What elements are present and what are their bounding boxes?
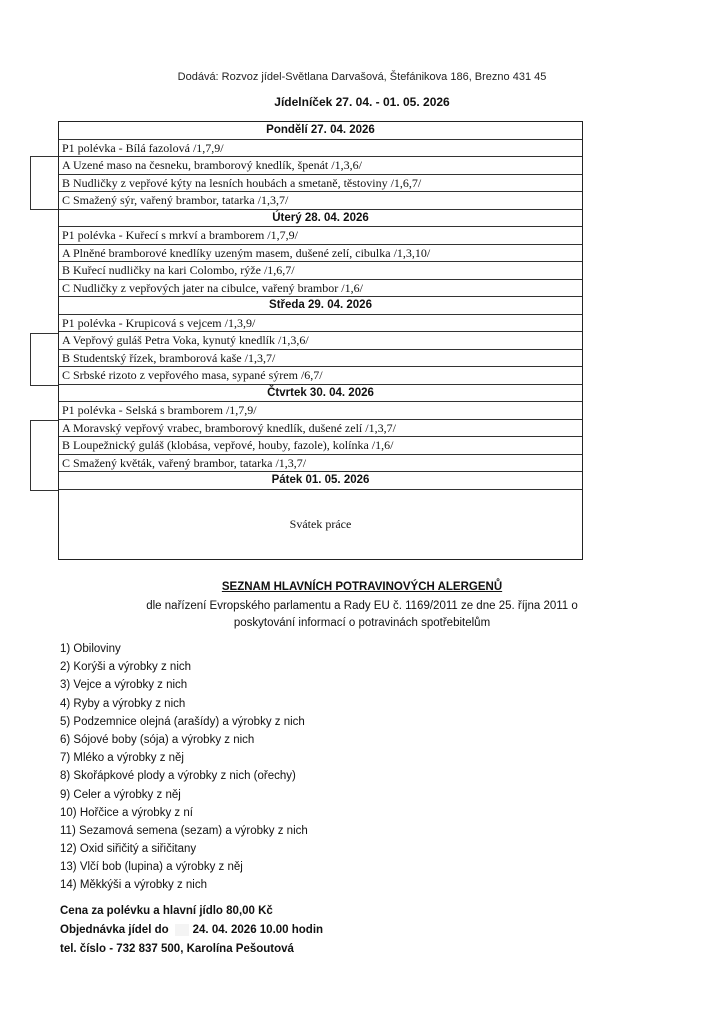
allergen-item: 12) Oxid siřičitý a siřičitany xyxy=(60,843,197,856)
row-marker-line xyxy=(30,209,58,210)
allergen-subtitle-line2: poskytování informací o potravinách spotřebitelům xyxy=(233,617,491,629)
row-marker-edge xyxy=(30,420,31,490)
allergen-heading: SEZNAM HLAVNÍCH POTRAVINOVÝCH ALERGENŮ xyxy=(221,581,503,593)
allergen-item: 11) Sezamová semena (sezam) a výrobky z nich xyxy=(60,824,308,837)
menu-table xyxy=(58,121,583,560)
menu-item: A Uzené maso na česneku, bramborový knedlík, špenát /1,3,6/ xyxy=(59,157,582,175)
menu-item: P1 polévka - Kuřecí s mrkví a bramborem /1,7,9/ xyxy=(59,227,582,245)
menu-item: B Nudličky z vepřové kýty na lesních houbách a smetaně, těstoviny /1,6,7/ xyxy=(59,175,582,193)
row-marker-line xyxy=(30,420,58,421)
menu-item: A Plněné bramborové knedlíky uzeným masem, dušené zelí, cibulka /1,3,10/ xyxy=(59,245,582,263)
menu-item: B Loupežnický guláš (klobása, vepřové, houby, fazole), kolínka /1,6/ xyxy=(59,437,582,455)
allergen-subtitle-line1: dle nařízení Evropského parlamentu a Rady EU č. 1169/2011 ze dne 25. října 2011 o xyxy=(146,600,578,612)
menu-item: C Srbské rizoto z vepřového masa, sypané sýrem /6,7/ xyxy=(59,367,582,385)
menu-item: C Smažený květák, vařený brambor, tatarka /1,3,7/ xyxy=(59,455,582,473)
row-marker-line xyxy=(30,156,58,157)
holiday-note: Svátek práce xyxy=(289,516,352,531)
menu-item: P1 polévka - Krupicová s vejcem /1,3,9/ xyxy=(59,315,582,333)
row-marker-edge xyxy=(30,333,31,385)
supplier-info: Dodává: Rozvoz jídel-Světlana Darvašová, Štefánikova 186, Brezno 431 45 xyxy=(177,71,547,83)
menu-item: P1 polévka - Selská s bramborem /1,7,9/ xyxy=(59,402,582,420)
allergen-item: 9) Celer a výrobky z něj xyxy=(60,788,181,801)
menu-title: Jídelníček 27. 04. - 01. 05. 2026 xyxy=(274,95,450,109)
price-line: Cena za polévku a hlavní jídlo 80,00 Kč xyxy=(60,905,273,917)
day-header: Středa 29. 04. 2026 xyxy=(59,297,582,315)
allergen-item: 13) Vlčí bob (lupina) a výrobky z něj xyxy=(60,861,243,874)
allergen-item: 8) Skořápkové plody a výrobky z nich (ořechy) xyxy=(60,770,296,783)
menu-item: C Nudličky z vepřových jater na cibulce, vařený brambor /1,6/ xyxy=(59,280,582,298)
allergen-item: 5) Podzemnice olejná (arašídy) a výrobky z nich xyxy=(60,715,305,728)
order-deadline: 24. 04. 2026 10.00 hodin xyxy=(192,924,324,937)
menu-item: A Vepřový guláš Petra Voka, kynutý knedlík /1,3,6/ xyxy=(59,332,582,350)
allergen-item: 2) Korýši a výrobky z nich xyxy=(60,661,192,674)
menu-item: B Studentský řízek, bramborová kaše /1,3,7/ xyxy=(59,350,582,368)
allergen-item: 3) Vejce a výrobky z nich xyxy=(60,679,188,692)
row-marker-line xyxy=(30,385,58,386)
menu-item: B Kuřecí nudličky na kari Colombo, rýže /1,6,7/ xyxy=(59,262,582,280)
day-header: Pátek 01. 05. 2026 xyxy=(59,472,582,490)
allergen-item: 6) Sójové boby (sója) a výrobky z nich xyxy=(60,733,255,746)
menu-item: P1 polévka - Bílá fazolová /1,7,9/ xyxy=(59,140,582,158)
allergen-item: 7) Mléko a výrobky z něj xyxy=(60,752,184,765)
allergen-item: 14) Měkkýši a výrobky z nich xyxy=(60,879,207,892)
row-marker-line xyxy=(30,490,58,491)
order-deadline-line xyxy=(60,924,323,936)
contact-line: tel. číslo - 732 837 500, Karolína Pešoutová xyxy=(60,943,294,955)
day-header: Pondělí 27. 04. 2026 xyxy=(59,122,582,140)
day-header: Úterý 28. 04. 2026 xyxy=(59,210,582,228)
allergen-list xyxy=(60,640,308,895)
allergen-item: 4) Ryby a výrobky z nich xyxy=(60,697,186,710)
row-marker-edge xyxy=(30,156,31,209)
redaction-mark xyxy=(175,924,189,936)
menu-item: C Smažený sýr, vařený brambor, tatarka /1,3,7/ xyxy=(59,192,582,210)
order-label: Objednávka jídel do xyxy=(60,924,169,937)
menu-item: A Moravský vepřový vrabec, bramborový knedlík, dušené zelí /1,3,7/ xyxy=(59,420,582,438)
allergen-item: 10) Hořčice a výrobky z ní xyxy=(60,806,193,819)
allergen-item: 1) Obiloviny xyxy=(60,643,121,655)
day-header: Čtvrtek 30. 04. 2026 xyxy=(59,385,582,403)
row-marker-line xyxy=(30,333,58,334)
